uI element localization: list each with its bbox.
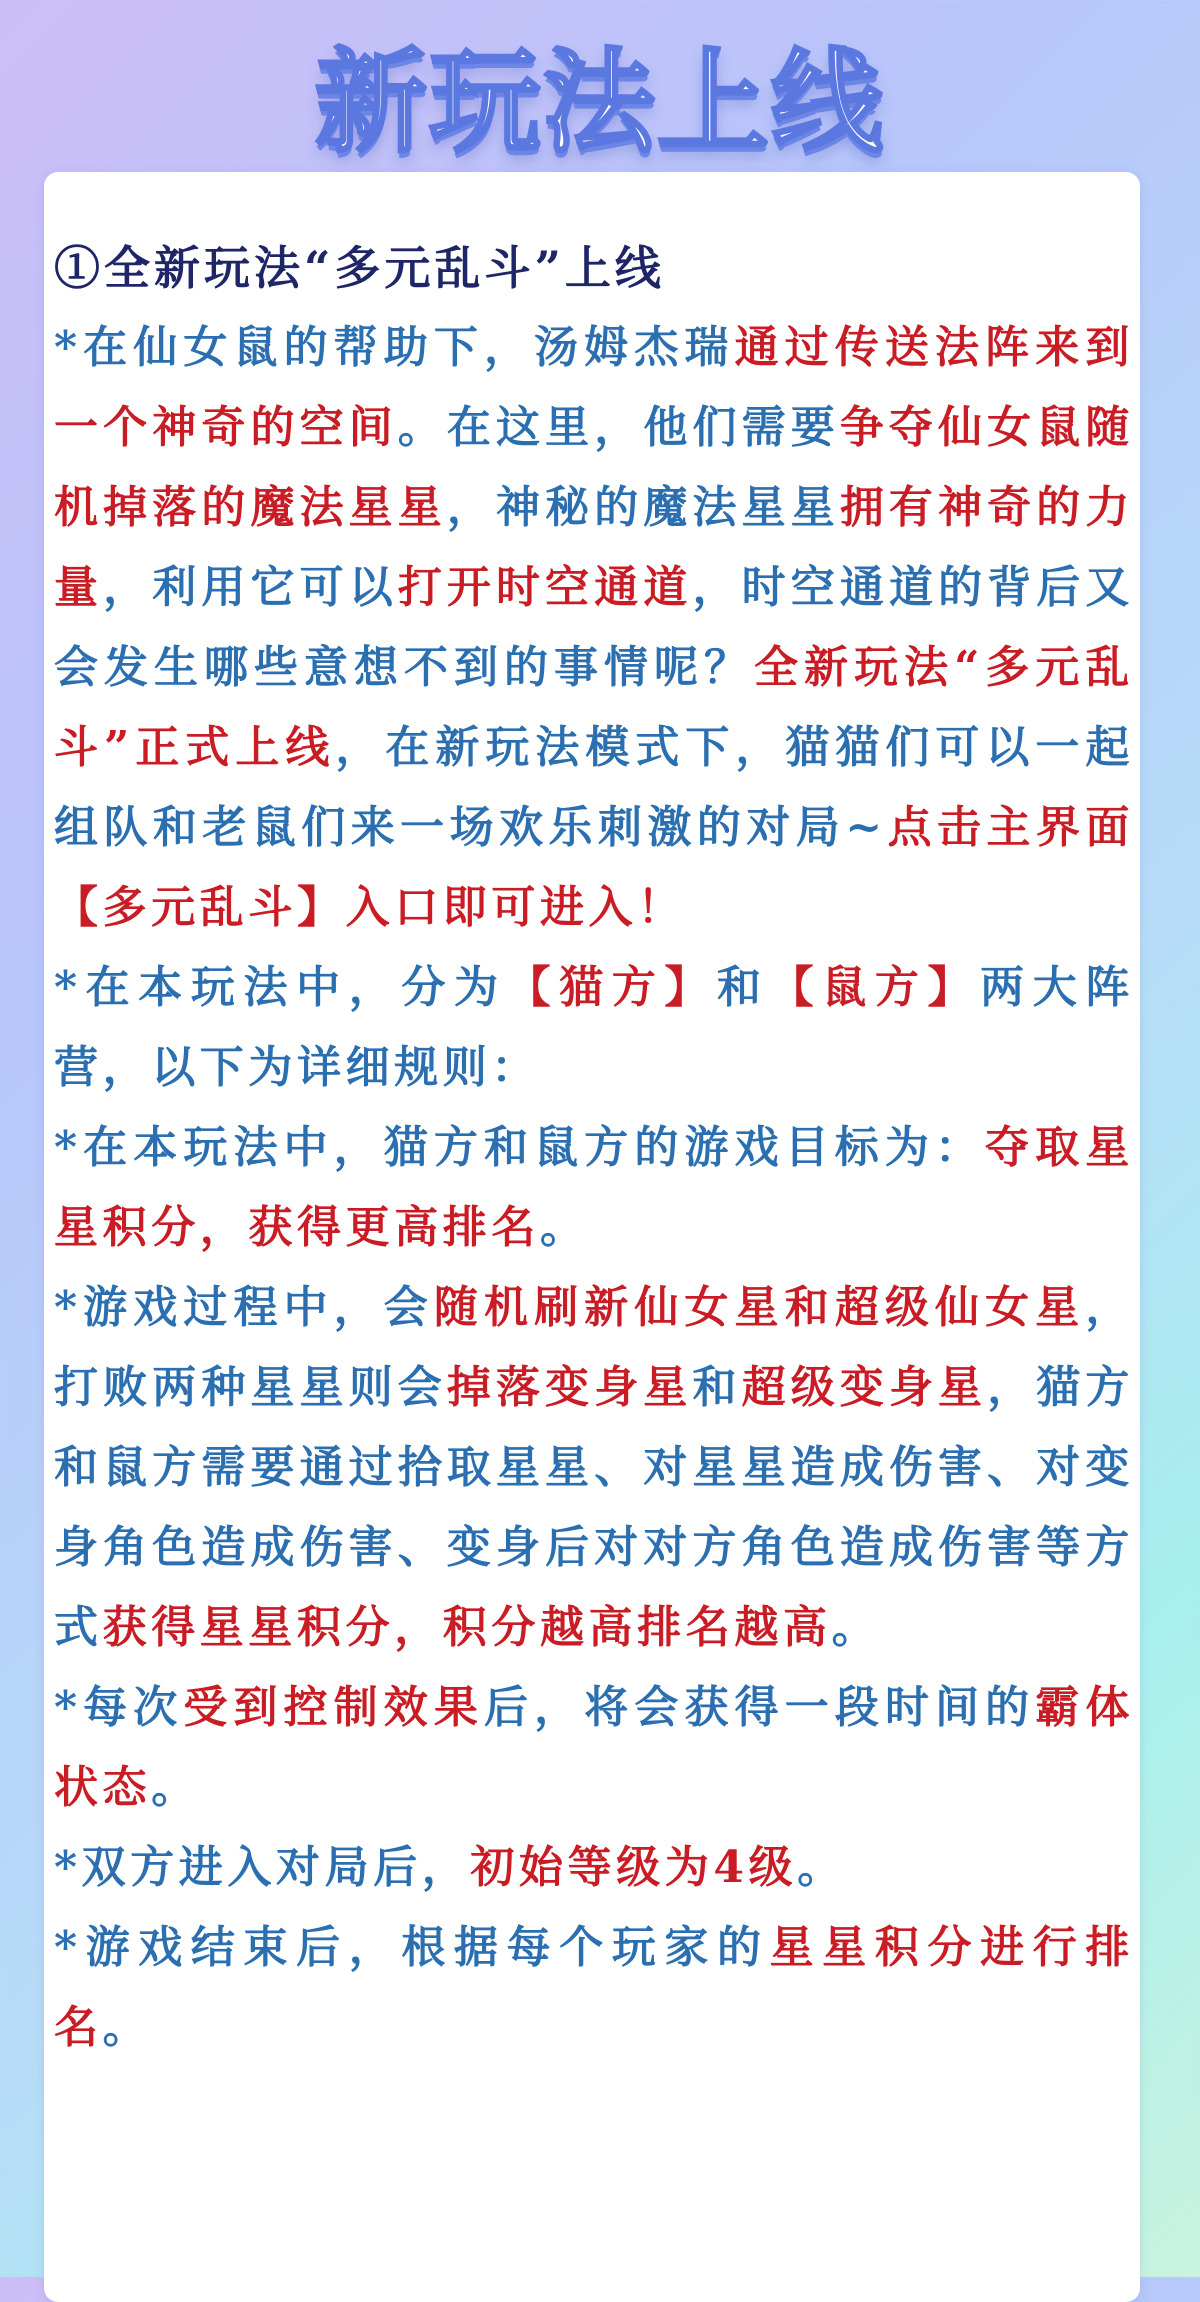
text-segment: *在本玩法中，分为: [54, 962, 507, 1013]
text-segment: ，利用它可以: [103, 562, 398, 613]
paragraph-control: [54, 1668, 1134, 1828]
text-segment: *在本玩法中，猫方和鼠方的游戏目标为：: [54, 1122, 986, 1173]
text-segment: ！: [637, 882, 686, 933]
text-segment: 和: [717, 962, 770, 1013]
highlight-segment: 初始等级为4级: [470, 1842, 798, 1893]
highlight-segment: 全新玩法“多元乱斗”正式上线: [54, 642, 1134, 773]
highlight-segment: 拥有神奇的力量: [54, 482, 1134, 613]
text-segment: ，打败两种星星则会: [54, 1282, 1134, 1413]
paragraph-process: [54, 1268, 1134, 1668]
text-segment: 后，将会获得一段时间的: [484, 1682, 1036, 1733]
text-segment: 。: [102, 2002, 152, 2053]
text-segment: *游戏过程中，会: [54, 1282, 434, 1333]
page-title: 新玩法上线: [315, 38, 885, 168]
text-segment: ，神秘的魔法星星: [446, 482, 840, 533]
section-heading: ①全新玩法“多元乱斗”上线: [54, 241, 665, 295]
highlight-segment: 通过传送法阵来到一个神奇的空间: [54, 322, 1134, 453]
highlight-segment: 争夺仙女鼠随机掉落的魔法星星: [54, 402, 1134, 533]
text-segment: 。在这里，他们需要: [397, 402, 840, 453]
highlight-segment: 霸体状态: [54, 1682, 1135, 1813]
text-segment: ，在新玩法模式下，猫猫们可以一起组队和老鼠们来一场欢乐刺激的对局~: [54, 722, 1134, 853]
paragraph-intro: [54, 308, 1134, 948]
highlight-segment: 【鼠方】: [769, 962, 981, 1013]
paragraph-goal: [54, 1108, 1134, 1268]
text-segment: 。: [540, 1202, 589, 1253]
highlight-segment: 受到控制效果: [183, 1682, 485, 1733]
highlight-segment: 星星积分进行排名: [54, 1922, 1134, 2053]
highlight-segment: 随机刷新仙女星和超级仙女星: [433, 1282, 1086, 1333]
text-segment: 。: [151, 1762, 200, 1813]
paragraph-level: [54, 1828, 1134, 1908]
highlight-segment: 点击主界面【多元乱斗】入口即可进入: [54, 802, 1135, 933]
text-segment: 。: [831, 1602, 881, 1653]
text-segment: ，猫方和鼠方需要通过拾取星星、对星星造成伤害、对变身角色造成伤害、变身后对对方角色造成伤害等方式: [54, 1362, 1135, 1653]
text-segment: *双方进入对局后，: [54, 1842, 471, 1893]
text-segment: ，时空通道的背后又会发生哪些意想不到的事情呢？: [54, 562, 1135, 693]
highlight-segment: 【猫方】: [506, 962, 718, 1013]
text-segment: 和: [692, 1362, 742, 1413]
text-segment: 。: [797, 1842, 846, 1893]
highlight-segment: 打开时空通道: [397, 562, 693, 613]
highlight-segment: 超级变身星: [741, 1362, 988, 1413]
text-segment: *在仙女鼠的帮助下，汤姆杰瑞: [54, 322, 735, 373]
highlight-segment: 获得星星积分，积分越高排名越高: [102, 1602, 832, 1653]
highlight-segment: 掉落变身星: [446, 1362, 693, 1413]
text-segment: *游戏结束后，根据每个玩家的: [54, 1922, 770, 1973]
highlight-segment: 夺取星星积分，获得更高排名: [54, 1122, 1134, 1253]
paragraph-ranking: [54, 1908, 1134, 2068]
text-segment: *每次: [54, 1682, 184, 1733]
text-segment: 两大阵营，以下为详细规则：: [54, 962, 1134, 1093]
paragraph-camps: [54, 948, 1134, 1108]
announcement-body: [54, 228, 1134, 2068]
